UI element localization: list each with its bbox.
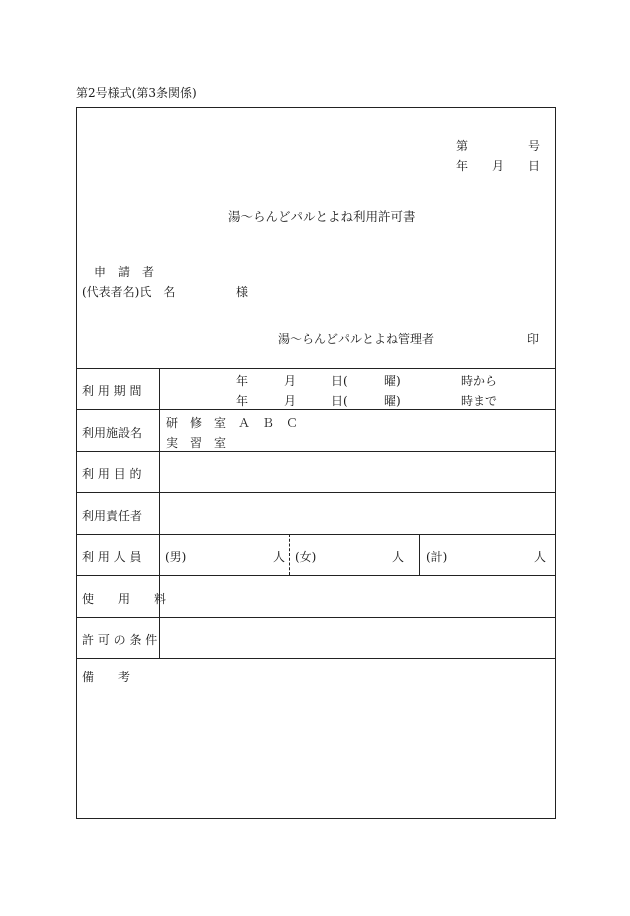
- facility-practice-room: 実 習 室: [166, 436, 227, 450]
- number-label-right: 号: [528, 139, 541, 153]
- row-rule: [76, 575, 556, 576]
- purpose-label: 利 用 目 的: [82, 467, 142, 481]
- period-end-weekday: 曜): [384, 394, 401, 408]
- conditions-label: 許 可 の 条 件: [82, 633, 158, 647]
- row-rule: [76, 409, 556, 410]
- fee-label: 使 用 料: [82, 592, 167, 606]
- headcount-solid-rule: [419, 534, 420, 575]
- applicant-name-label: (代表者名)氏 名: [82, 285, 176, 299]
- date-month-label: 月: [492, 159, 505, 173]
- period-start-day: 日(: [331, 374, 348, 388]
- row-rule: [76, 492, 556, 493]
- headcount-total: (計): [426, 550, 448, 564]
- remarks-top-rule: [76, 658, 556, 659]
- headcount-label: 利 用 人 員: [82, 550, 142, 564]
- period-start-time: 時から: [461, 374, 498, 388]
- table-top-rule: [76, 368, 556, 369]
- form-number: 第2号様式(第3条関係): [76, 86, 197, 100]
- row-rule: [76, 534, 556, 535]
- headcount-male-unit: 人: [273, 550, 286, 564]
- issuer-name: 湯〜らんどパルとよね管理者: [278, 332, 435, 346]
- label-column-rule: [159, 368, 160, 658]
- facility-training-room: 研 修 室 Ａ Ｂ Ｃ: [166, 416, 299, 430]
- period-start-year: 年: [236, 374, 249, 388]
- period-start-weekday: 曜): [384, 374, 401, 388]
- responsible-label: 利用責任者: [82, 509, 143, 523]
- period-end-time: 時まで: [461, 394, 498, 408]
- period-start-month: 月: [284, 374, 297, 388]
- facility-label: 利用施設名: [82, 426, 143, 440]
- period-end-day: 日(: [331, 394, 348, 408]
- headcount-total-unit: 人: [534, 550, 547, 564]
- period-end-year: 年: [236, 394, 249, 408]
- headcount-female-unit: 人: [392, 550, 405, 564]
- row-rule: [76, 451, 556, 452]
- row-rule: [76, 617, 556, 618]
- date-year-label: 年: [456, 159, 469, 173]
- applicant-honorific: 様: [236, 285, 249, 299]
- remarks-label: 備 考: [82, 670, 131, 684]
- issuer-seal: 印: [527, 332, 540, 346]
- period-end-month: 月: [284, 394, 297, 408]
- date-day-label: 日: [528, 159, 541, 173]
- headcount-male: (男): [165, 550, 187, 564]
- applicant-label: 申 請 者: [94, 265, 155, 279]
- headcount-dashed-rule: [289, 534, 290, 575]
- number-label-left: 第: [456, 139, 469, 153]
- document-title: 湯〜らんどパルとよね利用許可書: [228, 209, 416, 224]
- headcount-female: (女): [295, 550, 317, 564]
- period-label: 利 用 期 間: [82, 384, 142, 398]
